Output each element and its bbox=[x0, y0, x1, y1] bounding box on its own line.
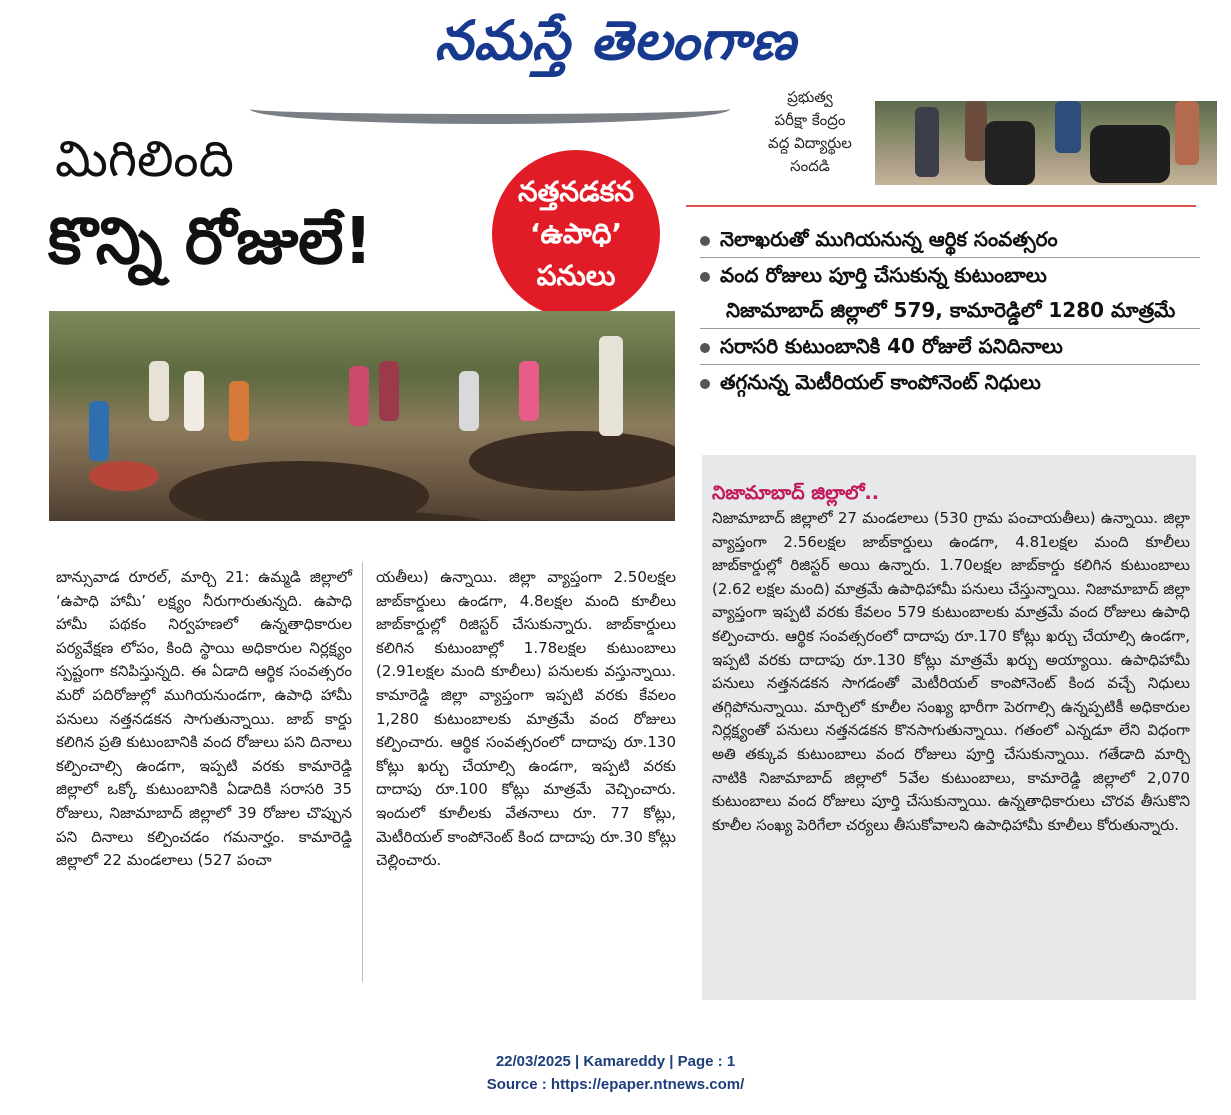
headline-line2: కొన్ని రోజులే! bbox=[48, 205, 373, 279]
highlight-text: వంద రోజులు పూర్తి చేసుకున్న కుటుంబాలు bbox=[720, 263, 1047, 287]
photo-caption-line: పరీక్షా కేంద్రం bbox=[774, 111, 846, 129]
exam-centre-photo bbox=[875, 101, 1217, 185]
highlight-item bbox=[700, 222, 1200, 258]
masthead-logo: నమస్తే తెలంగాణ bbox=[434, 9, 797, 72]
highlight-item bbox=[700, 329, 1200, 365]
bullet-dot-icon bbox=[700, 343, 710, 353]
headline-line1: మిగిలింది bbox=[55, 130, 234, 188]
highlight-text: తగ్గనున్న మెటీరియల్ కాంపోనెంట్ నిధులు bbox=[720, 370, 1041, 394]
highlight-text: నిజామాబాద్ జిల్లాలో 579, కామారెడ్డిలో 1280 మాత్రమే bbox=[726, 298, 1176, 322]
bullet-dot-icon bbox=[700, 236, 710, 246]
section-rule bbox=[686, 205, 1196, 207]
kicker-line: ‘ఉపాధి’ bbox=[529, 217, 623, 250]
kicker-line: నత్తనడకన bbox=[517, 175, 635, 208]
highlight-item bbox=[700, 258, 1200, 293]
sidebar-box-text: నిజామాబాద్ జిల్లాలో 27 మండలాలు (530 గ్రామ పంచాయతీలు) ఉన్నాయి. జిల్లా వ్యాప్తంగా 2.56లక్షల జాబ్‌కార్డులు ఉండగా, 4.81లక్షల మంది కూలీలు జాబ్‌కార్డుల్లో రిజిస్టర్ అయి ఉన్నారు. 1.70లక్షల జాబ్‌కార్డు కలిగిన కుటుంబాలు (2.62 లక్షల మంది) మాత్రమే ఉపాధిహామీ పనులు చేస్తున్నాయి. నిజామాబాద్ జిల్లా వ్యాప్తంగా ఇప్పటి వరకు కేవలం 579 కుటుంబాలకు మాత్రమే వంద రోజులు ఉపాధి కల్పించారు. ఆర్థిక సంవత్సరంలో దాదాపు రూ.170 కోట్లు ఖర్చు చేయాల్సి ఉండగా, ఇప్పటి వరకు దాదాపు రూ.130 కోట్లు మాత్రమే ఖర్చు అయ్యాయి. ఉపాధిహామీ పనులు నత్తనడకన సాగడంతో మెటీరియల్ కాంపోనెంట్ కింద వచ్చే నిధులు తగ్గిపోనున్నాయి. మార్చిలో కూలీల సంఖ్య భారీగా పెరగాల్సి ఉన్నప్పటికీ అధికారుల నిర్లక్ష్యంతో పనులు నత్తనడకన కొనసాగుతున్నాయి. గతంలో ఎన్నడూ లేని విధంగా అతి తక్కువ కుటుంబాలు వంద రోజులు పూర్తి చేసుకున్నాయి. గతేడాది మార్చి నాటికి నిజామాబాద్ జిల్లాలో 5వేల కుటుంబాలు, కామారెడ్డి జిల్లాలో 2,070 కుటుంబాలు వంద రోజులు పూర్తి చేసుకున్నాయి. ఉన్నతాధికారులు చొరవ తీసుకొని కూలీల సంఖ్య పెరిగేలా చర్యలు తీసుకోవాలని ఉపాధిహామీ కూలీలు కోరుతున్నారు. bbox=[712, 509, 1190, 834]
kicker-circle bbox=[492, 150, 660, 318]
photo-caption-line: ప్రభుత్వ bbox=[787, 88, 833, 106]
bullet-dot-icon bbox=[700, 379, 710, 389]
sidebar-box-title: నిజామాబాద్ జిల్లాలో.. bbox=[712, 482, 879, 504]
masthead-arc bbox=[250, 94, 730, 124]
photo-caption-line: సందడి bbox=[790, 157, 830, 175]
footer-source: Source : https://epaper.ntnews.com/ bbox=[486, 1076, 745, 1093]
bullet-dot-icon bbox=[700, 272, 710, 282]
kicker-line: పనులు bbox=[536, 259, 616, 292]
workers-photo bbox=[49, 311, 675, 521]
article-column-1: బాన్సువాడ రూరల్, మార్చి 21: ఉమ్మడి జిల్లాలో ‘ఉపాధి హామీ’ లక్ష్యం నీరుగారుతున్నది. ఉపాధి హామీ పథకం నిర్వహణలో ఉన్నతాధికారుల పర్యవేక్షణ లోపం, కింది స్థాయి అధికారుల నిర్లక్ష్యం స్పష్టంగా కనిపిస్తున్నది. ఈ ఏడాది ఆర్థిక సంవత్సరం మరో పదిరోజుల్లో ముగియనుండగా, ఉపాధి హామీ పనులు నత్తనడకన సాగుతున్నాయి. జాబ్ కార్డు కలిగిన ప్రతి కుటుంబానికి వంద రోజులు పని దినాలు కల్పించాల్సి ఉండగా, ఇప్పటి వరకు కామారెడ్డి జిల్లాలో ఒక్కో కుటుంబానికి ఏడాదికి సరాసరి 35 రోజులు, నిజామాబాద్ జిల్లాలో 39 రోజుల చొప్పున పని దినాలు కల్పించడం గమనార్హం. కామారెడ్డి జిల్లాలో 22 మండలాలు (527 పంచా bbox=[56, 568, 352, 870]
column-divider bbox=[362, 562, 363, 982]
highlight-text: సరాసరి కుటుంబానికి 40 రోజులే పనిదినాలు bbox=[720, 334, 1063, 358]
photo-caption bbox=[752, 86, 868, 178]
article-column-2: యతీలు) ఉన్నాయి. జిల్లా వ్యాప్తంగా 2.50లక్షల జాబ్‌కార్డులు ఉండగా, 4.8లక్షల మంది కూలీలు జాబ్‌కార్డుల్లో రిజిస్టర్ చేసుకున్నారు. జాబ్‌కార్డులు కలిగిన కుటుంబాల్లో 1.78లక్షల కుటుంబాలు (2.91లక్షల మంది కూలీలు) పనులకు వస్తున్నాయి. కామారెడ్డి జిల్లా వ్యాప్తంగా ఇప్పటి వరకు కేవలం 1,280 కుటుంబాలకు మాత్రమే వంద రోజులు కల్పించారు. ఆర్థిక సంవత్సరంలో దాదాపు రూ.130 కోట్లు ఖర్చు చేయాల్సి ఉండగా, ఇప్పటి వరకు దాదాపు రూ.100 కోట్లు మాత్రమే వెచ్చించారు. ఇందులో కూలీలకు వేతనాలు రూ. 77 కోట్లు, మెటీరియల్ కాంపోనెంట్ కింద దాదాపు రూ.30 కోట్లు చెల్లించారు. bbox=[376, 568, 676, 870]
footer-date-page: 22/03/2025 | Kamareddy | Page : 1 bbox=[495, 1053, 736, 1070]
photo-caption-line: వద్ద విద్యార్థుల bbox=[768, 134, 852, 152]
highlight-text: నెలాఖరుతో ముగియనున్న ఆర్థిక సంవత్సరం bbox=[720, 227, 1058, 251]
highlight-item bbox=[700, 365, 1200, 400]
highlights-list bbox=[700, 222, 1200, 400]
highlight-item bbox=[700, 293, 1200, 329]
